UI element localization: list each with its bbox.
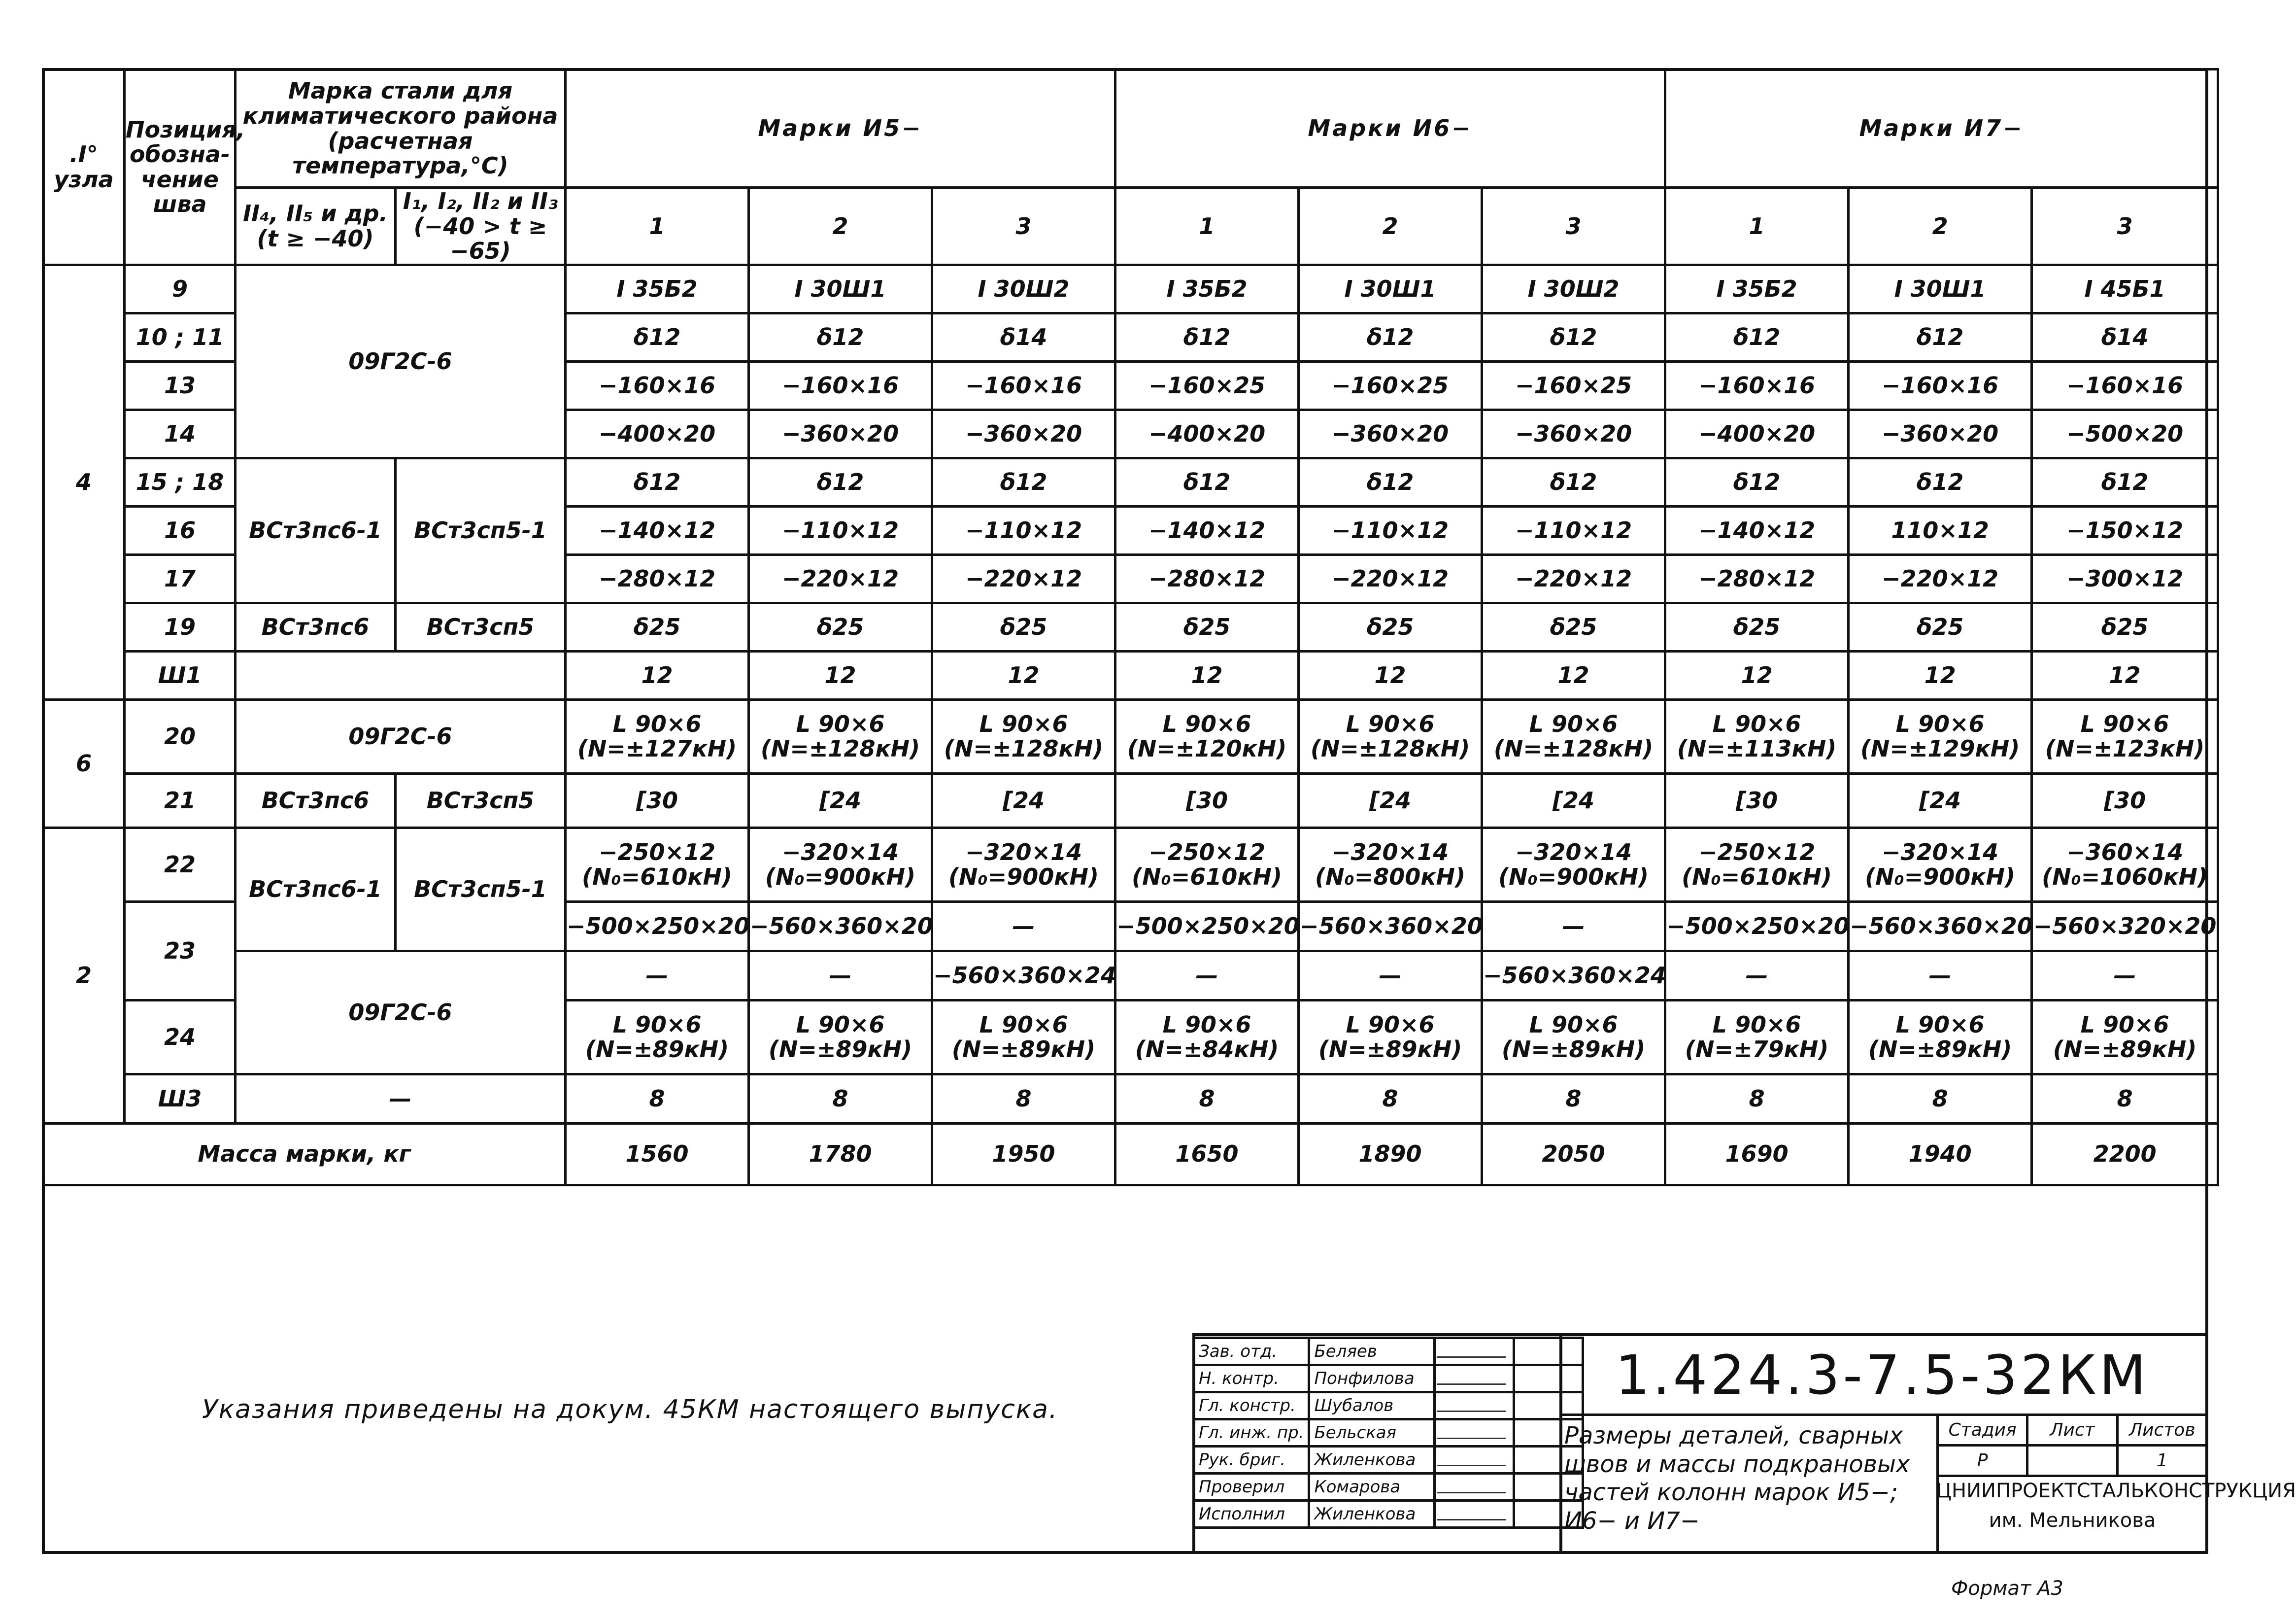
- value-cell: δ25: [932, 603, 1115, 651]
- value-cell: −160×16: [1665, 361, 1849, 410]
- position-cell: 15 ; 18: [125, 458, 236, 506]
- value-cell: −500×250×20: [1115, 901, 1299, 951]
- signature: [1435, 1392, 1514, 1419]
- value-cell: —: [1665, 951, 1849, 1000]
- value-cell: −160×25: [1115, 361, 1299, 410]
- value-cell: δ12: [1849, 458, 2032, 506]
- value-cell: 8: [1482, 1074, 1665, 1123]
- value-cell: L 90×6 (N=±128кН): [749, 699, 932, 773]
- value-cell: δ12: [1482, 458, 1665, 506]
- value-cell: 8: [2032, 1074, 2218, 1123]
- notes-text: Указания приведены на докум. 45КМ настоящего выпуска.: [202, 1395, 1058, 1424]
- value-cell: L 90×6 (N=±89кН): [1849, 1000, 2032, 1074]
- value-cell: L 90×6 (N=±113кН): [1665, 699, 1849, 773]
- position-cell: 21: [125, 773, 236, 828]
- value-cell: −320×14 (N₀=900кН): [1482, 828, 1665, 901]
- node-4: 4: [43, 265, 125, 699]
- header-position: Позиция, обозна-чение шва: [125, 69, 236, 265]
- steel-grade-cell: —: [236, 1074, 566, 1123]
- mass-cell: 2200: [2032, 1123, 2218, 1185]
- steel-grade-empty: [236, 651, 566, 699]
- value-cell: —: [1482, 901, 1665, 951]
- mass-cell: 1560: [566, 1123, 749, 1185]
- value-cell: 8: [749, 1074, 932, 1123]
- mass-cell: 1950: [932, 1123, 1115, 1185]
- stamp-role: Гл. инж. пр.: [1194, 1419, 1309, 1447]
- value-cell: L 90×6 (N=±89кН): [749, 1000, 932, 1074]
- value-cell: L 90×6 (N=±127кН): [566, 699, 749, 773]
- value-cell: 8: [1299, 1074, 1482, 1123]
- header-subcol: 3: [1482, 188, 1665, 265]
- position-cell: 19: [125, 603, 236, 651]
- value-cell: [30: [1665, 773, 1849, 828]
- mass-label: Масса марки, кг: [43, 1123, 566, 1185]
- stamp-role: Исполнил: [1194, 1501, 1309, 1528]
- value-cell: −560×360×20: [1849, 901, 2032, 951]
- value-cell: δ14: [932, 313, 1115, 361]
- position-cell: 22: [125, 828, 236, 901]
- value-cell: 12: [1299, 651, 1482, 699]
- stamp-role: Н. контр.: [1194, 1365, 1309, 1392]
- value-cell: [24: [1849, 773, 2032, 828]
- value-cell: −400×20: [566, 410, 749, 458]
- value-cell: −160×16: [932, 361, 1115, 410]
- value-cell: I 30Ш1: [749, 265, 932, 313]
- value-cell: [30: [2032, 773, 2218, 828]
- position-cell: 24: [125, 1000, 236, 1074]
- value-cell: I 30Ш1: [1849, 265, 2032, 313]
- value-cell: 8: [1115, 1074, 1299, 1123]
- value-cell: —: [932, 901, 1115, 951]
- value-cell: −220×12: [1849, 554, 2032, 603]
- value-cell: −360×20: [1299, 410, 1482, 458]
- value-cell: −360×20: [749, 410, 932, 458]
- steel-grade-cell: ВСт3пс6-1: [236, 458, 396, 603]
- value-cell: −110×12: [1482, 506, 1665, 554]
- signature: [1435, 1447, 1514, 1474]
- value-cell: δ12: [1482, 313, 1665, 361]
- header-subcol: 1: [1115, 188, 1299, 265]
- value-cell: δ12: [566, 313, 749, 361]
- organization: ЦНИИПРОЕКТСТАЛЬКОНСТРУКЦИЯ им. Мельникова: [1936, 1480, 2296, 1532]
- value-cell: δ12: [1665, 458, 1849, 506]
- value-cell: δ12: [932, 458, 1115, 506]
- value-cell: 12: [749, 651, 932, 699]
- value-cell: −500×250×20: [1665, 901, 1849, 951]
- value-cell: —: [566, 951, 749, 1000]
- value-cell: −220×12: [749, 554, 932, 603]
- stamp-name: Комарова: [1309, 1474, 1435, 1501]
- value-cell: [24: [1299, 773, 1482, 828]
- value-cell: δ12: [1115, 313, 1299, 361]
- steel-grade-cell: ВСт3сп5: [396, 603, 566, 651]
- value-cell: δ12: [2032, 458, 2218, 506]
- value-cell: −500×250×20: [566, 901, 749, 951]
- steel-grade-cell: 09Г2С-6: [236, 951, 566, 1074]
- value-cell: −220×12: [1482, 554, 1665, 603]
- value-cell: −360×20: [932, 410, 1115, 458]
- header-group-i7: Марки И7−: [1665, 69, 2218, 188]
- value-cell: −250×12 (N₀=610кН): [566, 828, 749, 901]
- value-cell: −560×320×20: [2032, 901, 2218, 951]
- sheets-value: 1: [2117, 1446, 2207, 1476]
- signature: [1435, 1419, 1514, 1447]
- value-cell: −280×12: [1665, 554, 1849, 603]
- position-cell: 23: [125, 901, 236, 1000]
- mass-cell: 2050: [1482, 1123, 1665, 1185]
- stamp-name: Бельская: [1309, 1419, 1435, 1447]
- value-cell: 12: [566, 651, 749, 699]
- value-cell: δ25: [1299, 603, 1482, 651]
- value-cell: −300×12: [2032, 554, 2218, 603]
- title-block-top-border: [1192, 1333, 2208, 1336]
- stamp-name: Жиленкова: [1309, 1447, 1435, 1474]
- value-cell: —: [1849, 951, 2032, 1000]
- value-cell: 12: [1115, 651, 1299, 699]
- value-cell: −320×14 (N₀=800кН): [1299, 828, 1482, 901]
- value-cell: δ25: [749, 603, 932, 651]
- position-cell: Ш3: [125, 1074, 236, 1123]
- value-cell: 8: [1849, 1074, 2032, 1123]
- node-6: 6: [43, 699, 125, 828]
- header-subcol: 3: [932, 188, 1115, 265]
- value-cell: L 90×6 (N=±89кН): [566, 1000, 749, 1074]
- node-2: 2: [43, 828, 125, 1123]
- value-cell: L 90×6 (N=±120кН): [1115, 699, 1299, 773]
- value-cell: I 30Ш1: [1299, 265, 1482, 313]
- sheet-label: Лист: [2027, 1415, 2117, 1446]
- value-cell: −250×12 (N₀=610кН): [1115, 828, 1299, 901]
- value-cell: —: [749, 951, 932, 1000]
- value-cell: I 35Б2: [1665, 265, 1849, 313]
- value-cell: I 30Ш2: [932, 265, 1115, 313]
- steel-grade-cell: ВСт3сп5: [396, 773, 566, 828]
- header-subcol: 1: [566, 188, 749, 265]
- document-number: 1.424.3-7.5-32КМ: [1615, 1344, 2149, 1407]
- position-cell: 9: [125, 265, 236, 313]
- value-cell: 12: [2032, 651, 2218, 699]
- value-cell: 12: [1482, 651, 1665, 699]
- value-cell: L 90×6 (N=±128кН): [1299, 699, 1482, 773]
- value-cell: I 35Б2: [1115, 265, 1299, 313]
- value-cell: [30: [566, 773, 749, 828]
- value-cell: −320×14 (N₀=900кН): [749, 828, 932, 901]
- value-cell: −400×20: [1665, 410, 1849, 458]
- value-cell: δ12: [1665, 313, 1849, 361]
- steel-grade-cell: ВСт3пс6-1: [236, 828, 396, 951]
- steel-grade-cell: ВСт3сп5-1: [396, 458, 566, 603]
- value-cell: −160×25: [1299, 361, 1482, 410]
- value-cell: δ12: [566, 458, 749, 506]
- stamp-role: Проверил: [1194, 1474, 1309, 1501]
- header-subcol: 2: [1299, 188, 1482, 265]
- value-cell: −280×12: [566, 554, 749, 603]
- value-cell: −560×360×24: [932, 951, 1115, 1000]
- value-cell: L 90×6 (N=±123кН): [2032, 699, 2218, 773]
- mass-cell: 1780: [749, 1123, 932, 1185]
- signature: [1435, 1338, 1514, 1365]
- steel-grade-cell: ВСт3пс6: [236, 773, 396, 828]
- value-cell: −140×12: [1115, 506, 1299, 554]
- value-cell: −160×16: [2032, 361, 2218, 410]
- value-cell: −160×16: [566, 361, 749, 410]
- mass-cell: 1650: [1115, 1123, 1299, 1185]
- value-cell: −400×20: [1115, 410, 1299, 458]
- steel-grade-cell: 09Г2С-6: [236, 265, 566, 458]
- stage-label: Стадия: [1938, 1415, 2027, 1446]
- value-cell: I 45Б1: [2032, 265, 2218, 313]
- header-steel: Марка стали для климатического района (расчетная температура,°C): [236, 69, 566, 188]
- position-cell: 10 ; 11: [125, 313, 236, 361]
- value-cell: −220×12: [1299, 554, 1482, 603]
- value-cell: L 90×6 (N=±84кН): [1115, 1000, 1299, 1074]
- signature: [1435, 1474, 1514, 1501]
- value-cell: I 35Б2: [566, 265, 749, 313]
- header-steel-sub-2: I₁, I₂, II₂ и II₃ (−40 > t ≥ −65): [396, 188, 566, 265]
- value-cell: δ12: [1299, 313, 1482, 361]
- value-cell: L 90×6 (N=±89кН): [1482, 1000, 1665, 1074]
- value-cell: −160×16: [749, 361, 932, 410]
- value-cell: −150×12: [2032, 506, 2218, 554]
- value-cell: [24: [932, 773, 1115, 828]
- value-cell: −560×360×20: [1299, 901, 1482, 951]
- header-subcol: 2: [749, 188, 932, 265]
- position-cell: 20: [125, 699, 236, 773]
- mass-cell: 1940: [1849, 1123, 2032, 1185]
- value-cell: δ12: [749, 458, 932, 506]
- value-cell: −560×360×20: [749, 901, 932, 951]
- value-cell: δ12: [1849, 313, 2032, 361]
- value-cell: L 90×6 (N=±129кН): [1849, 699, 2032, 773]
- value-cell: −360×20: [1849, 410, 2032, 458]
- position-cell: 13: [125, 361, 236, 410]
- value-cell: L 90×6 (N=±89кН): [1299, 1000, 1482, 1074]
- value-cell: δ25: [1115, 603, 1299, 651]
- stamp-name: Шубалов: [1309, 1392, 1435, 1419]
- signature-stamp: [1192, 1337, 1584, 1529]
- value-cell: −250×12 (N₀=610кН): [1665, 828, 1849, 901]
- stage-box: [1936, 1414, 2208, 1473]
- value-cell: —: [1115, 951, 1299, 1000]
- position-cell: 16: [125, 506, 236, 554]
- stamp-name: Жиленкова: [1309, 1501, 1435, 1528]
- value-cell: L 90×6 (N=±128кН): [1482, 699, 1665, 773]
- value-cell: −110×12: [749, 506, 932, 554]
- position-cell: 14: [125, 410, 236, 458]
- value-cell: −320×14 (N₀=900кН): [932, 828, 1115, 901]
- value-cell: −220×12: [932, 554, 1115, 603]
- value-cell: [24: [749, 773, 932, 828]
- value-cell: [30: [1115, 773, 1299, 828]
- value-cell: —: [2032, 951, 2218, 1000]
- position-cell: Ш1: [125, 651, 236, 699]
- value-cell: −280×12: [1115, 554, 1299, 603]
- stamp-role: Зав. отд.: [1194, 1338, 1309, 1365]
- value-cell: 12: [932, 651, 1115, 699]
- format-label: Формат А3: [1951, 1577, 2063, 1600]
- steel-grade-cell: ВСт3сп5-1: [396, 828, 566, 951]
- value-cell: −560×360×24: [1482, 951, 1665, 1000]
- header-subcol: 2: [1849, 188, 2032, 265]
- value-cell: −360×14 (N₀=1060кН): [2032, 828, 2218, 901]
- value-cell: 12: [1665, 651, 1849, 699]
- value-cell: −500×20: [2032, 410, 2218, 458]
- header-group-i5: Марки И5−: [566, 69, 1115, 188]
- sheet-value: [2027, 1446, 2117, 1476]
- value-cell: 8: [566, 1074, 749, 1123]
- value-cell: δ25: [1849, 603, 2032, 651]
- value-cell: 110×12: [1849, 506, 2032, 554]
- position-cell: 17: [125, 554, 236, 603]
- signature: [1435, 1365, 1514, 1392]
- stamp-role: Гл. констр.: [1194, 1392, 1309, 1419]
- header-steel-sub-1: II₄, II₅ и др. (t ≥ −40): [236, 188, 396, 265]
- value-cell: δ12: [1299, 458, 1482, 506]
- value-cell: −140×12: [566, 506, 749, 554]
- value-cell: −110×12: [932, 506, 1115, 554]
- value-cell: δ12: [1115, 458, 1299, 506]
- mass-cell: 1690: [1665, 1123, 1849, 1185]
- value-cell: δ25: [2032, 603, 2218, 651]
- value-cell: I 30Ш2: [1482, 265, 1665, 313]
- value-cell: L 90×6 (N=±89кН): [932, 1000, 1115, 1074]
- header-group-i6: Марки И6−: [1115, 69, 1665, 188]
- value-cell: δ14: [2032, 313, 2218, 361]
- value-cell: −320×14 (N₀=900кН): [1849, 828, 2032, 901]
- sheets-label: Листов: [2117, 1415, 2207, 1446]
- stamp-role: Рук. бриг.: [1194, 1447, 1309, 1474]
- value-cell: −160×25: [1482, 361, 1665, 410]
- value-cell: −140×12: [1665, 506, 1849, 554]
- stage-value: Р: [1938, 1446, 2027, 1476]
- value-cell: −360×20: [1482, 410, 1665, 458]
- document-description: Размеры деталей, сварных швов и массы подкрановых частей колонн марок И5−; И6− и И7−: [1564, 1422, 1910, 1535]
- value-cell: L 90×6 (N=±89кН): [2032, 1000, 2218, 1074]
- steel-grade-cell: ВСт3пс6: [236, 603, 396, 651]
- value-cell: —: [1299, 951, 1482, 1000]
- header-node: .I° узла: [43, 69, 125, 265]
- mass-cell: 1890: [1299, 1123, 1482, 1185]
- value-cell: L 90×6 (N=±128кН): [932, 699, 1115, 773]
- value-cell: −110×12: [1299, 506, 1482, 554]
- steel-grade-cell: 09Г2С-6: [236, 699, 566, 773]
- value-cell: 8: [1665, 1074, 1849, 1123]
- spec-table: [42, 68, 2219, 1186]
- stamp-name: Понфилова: [1309, 1365, 1435, 1392]
- header-subcol: 3: [2032, 188, 2218, 265]
- value-cell: 8: [932, 1074, 1115, 1123]
- value-cell: 12: [1849, 651, 2032, 699]
- stamp-name: Беляев: [1309, 1338, 1435, 1365]
- value-cell: δ25: [1482, 603, 1665, 651]
- value-cell: δ12: [749, 313, 932, 361]
- value-cell: L 90×6 (N=±79кН): [1665, 1000, 1849, 1074]
- value-cell: −160×16: [1849, 361, 2032, 410]
- value-cell: δ25: [566, 603, 749, 651]
- header-subcol: 1: [1665, 188, 1849, 265]
- value-cell: δ25: [1665, 603, 1849, 651]
- signature: [1435, 1501, 1514, 1528]
- value-cell: [24: [1482, 773, 1665, 828]
